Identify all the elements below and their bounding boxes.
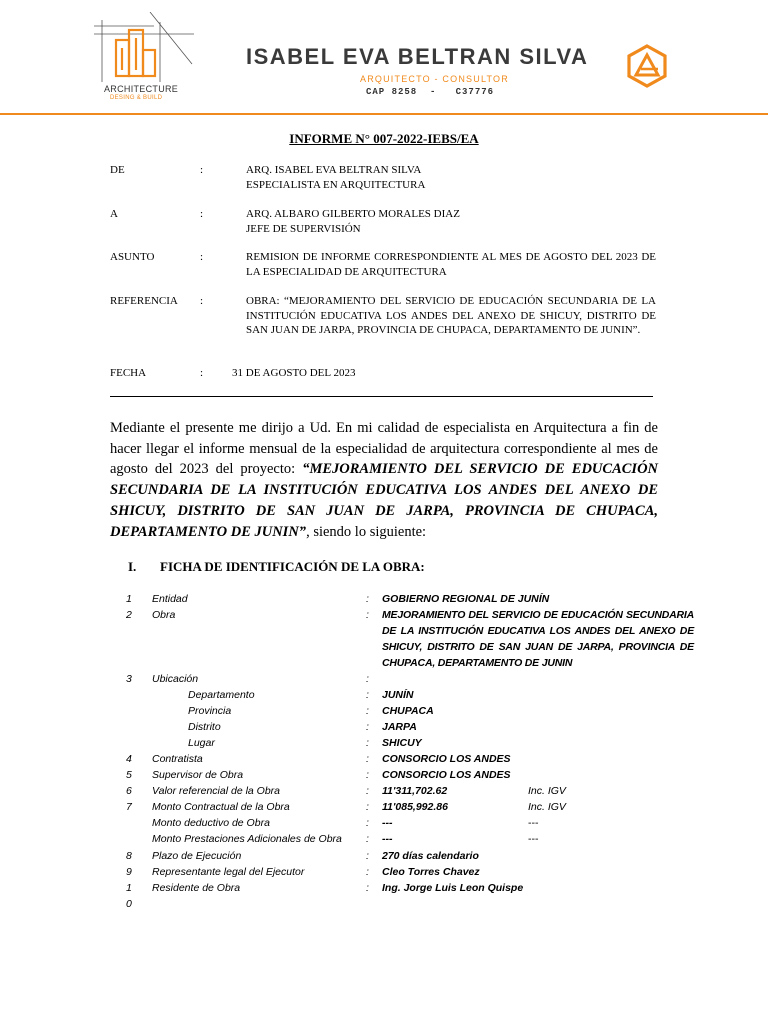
- ficha-row-note: ---: [528, 817, 539, 829]
- memo-fecha-value: 31 DE AGOSTO DEL 2023: [232, 367, 356, 379]
- ficha-row-label: Monto deductivo de Obra: [152, 817, 270, 829]
- memo-de-line2: ESPECIALISTA EN ARQUITECTURA: [246, 178, 426, 191]
- ficha-row-label: Residente de Obra: [152, 882, 241, 894]
- memo-colon: :: [200, 164, 204, 176]
- ficha-row-label: Ubicación: [152, 673, 199, 685]
- brand-role: ARQUITECTO - CONSULTOR: [360, 74, 509, 84]
- logo-subtext: DESING & BUILD: [110, 95, 163, 101]
- memo-referencia-label: REFERENCIA: [110, 295, 178, 307]
- ficha-row-number: 9: [126, 866, 132, 878]
- report-title: INFORME N° 007-2022-IEBS/EA: [289, 131, 479, 146]
- ficha-colon: :: [366, 785, 369, 797]
- ficha-colon: :: [366, 721, 369, 733]
- ficha-row-label: Monto Contractual de la Obra: [152, 801, 290, 813]
- intro-project-name: “MEJORAMIENTO DEL SERVICIO DE EDUCACIÓN SECUNDARIA DE LA INSTITUCIÓN EDUCATIVA LOS ANDES DEL ANEXO DE SHICUY, DISTRITO DE SAN JUAN DE JARPA, PROVINCIA DE CHUPACA, DEPARTAMENTO DE JUNIN”: [110, 461, 659, 540]
- ficha-subrow-label: Departamento: [188, 689, 255, 701]
- ficha-colon: :: [366, 801, 369, 813]
- ficha-row-label: Supervisor de Obra: [152, 769, 244, 781]
- ficha-row-number: 2: [126, 609, 132, 621]
- ficha-row-value: ---: [382, 817, 393, 829]
- brand-name: ISABEL EVA BELTRAN SILVA: [246, 44, 589, 69]
- ficha-row-number: 1: [126, 593, 132, 605]
- ficha-row-label: Monto Prestaciones Adicionales de Obra: [152, 833, 342, 845]
- ficha-row-label: Representante legal del Ejecutor: [152, 866, 305, 878]
- ficha-row-number: 3: [126, 673, 132, 685]
- memo-de-line1: ARQ. ISABEL EVA BELTRAN SILVA: [246, 164, 422, 176]
- ficha-row-value: ---: [382, 833, 393, 845]
- ficha-subrow-label: Provincia: [188, 705, 232, 717]
- ficha-colon: :: [366, 737, 369, 749]
- ficha-colon: :: [366, 705, 369, 717]
- ficha-subrow-value: JUNÍN: [382, 689, 414, 701]
- ficha-row-label: Obra: [152, 609, 176, 621]
- ficha-row-value: Ing. Jorge Luis Leon Quispe: [382, 882, 524, 894]
- memo-colon: :: [200, 295, 204, 307]
- ficha-colon: :: [366, 769, 369, 781]
- memo-a-label: A: [110, 208, 118, 220]
- memo-colon: :: [200, 251, 204, 263]
- intro-text-end: , siendo lo siguiente:: [306, 523, 427, 540]
- ficha-row-number: 8: [126, 850, 132, 862]
- ficha-colon: :: [366, 866, 369, 878]
- memo-a-line1: ARQ. ALBARO GILBERTO MORALES DIAZ: [246, 208, 460, 220]
- ficha-colon: :: [366, 817, 369, 829]
- ficha-row-value: MEJORAMIENTO DEL SERVICIO DE EDUCACIÓN SECUNDARIA DE LA INSTITUCIÓN EDUCATIVA LOS ANDES DEL ANEXO DE SHICUY, DISTRITO DE SAN JUAN DE JARPA, PROVINCIA DE CHUPACA, DEPARTAMENTO DE JUNIN: [382, 609, 694, 669]
- ficha-colon: :: [366, 882, 369, 894]
- ficha-row-number-cont: 0: [126, 898, 132, 910]
- memo-colon: :: [200, 208, 204, 220]
- ficha-colon: :: [366, 609, 369, 621]
- ficha-subrow-value: JARPA: [382, 721, 417, 733]
- ficha-row-value: 270 días calendario: [382, 850, 479, 862]
- ficha-row-note: ---: [528, 833, 539, 845]
- brand-cap-number: CAP 8258 - C37776: [366, 87, 495, 97]
- ficha-row-note: Inc. IGV: [528, 801, 566, 813]
- ficha-row-number: 5: [126, 769, 132, 781]
- ficha-row-value: GOBIERNO REGIONAL DE JUNÍN: [382, 593, 550, 605]
- ficha-subrow-value: SHICUY: [382, 737, 422, 749]
- ficha-row-value: CONSORCIO LOS ANDES: [382, 753, 511, 765]
- ficha-row-value: 11'085,992.86: [382, 801, 448, 813]
- ficha-row-label: Contratista: [152, 753, 203, 765]
- ficha-row-number: 4: [126, 753, 132, 765]
- ficha-subrow-value: CHUPACA: [382, 705, 434, 717]
- memo-colon: :: [200, 367, 204, 379]
- ficha-colon: :: [366, 593, 369, 605]
- memo-referencia-value: OBRA: “MEJORAMIENTO DEL SERVICIO DE EDUCACIÓN SECUNDARIA DE LA INSTITUCIÓN EDUCATIVA LOS ANDES DEL ANEXO DE SHICUY, DISTRITO DE SAN JUAN DE JARPA, PROVINCIA DE CHUPACA, DEPARTAMENTO DE JUNIN”.: [246, 295, 656, 336]
- ficha-colon: :: [366, 753, 369, 765]
- ficha-row-number: 7: [126, 801, 132, 813]
- ficha-row-label: Valor referencial de la Obra: [152, 785, 281, 797]
- ficha-colon: :: [366, 833, 369, 845]
- ficha-row-number: 6: [126, 785, 132, 797]
- memo-asunto-label: ASUNTO: [110, 251, 155, 263]
- ficha-colon: :: [366, 850, 369, 862]
- section-title: FICHA DE IDENTIFICACIÓN DE LA OBRA:: [160, 559, 425, 574]
- ficha-row-value: Cleo Torres Chavez: [382, 866, 480, 878]
- ficha-row-note: Inc. IGV: [528, 785, 566, 797]
- memo-de-label: DE: [110, 164, 125, 176]
- ficha-row-value: 11'311,702.62: [382, 785, 448, 797]
- ficha-row-number: 1: [126, 882, 132, 894]
- ficha-colon: :: [366, 673, 369, 685]
- section-number: I.: [128, 559, 137, 574]
- memo-asunto-value: REMISION DE INFORME CORRESPONDIENTE AL MES DE AGOSTO DEL 2023 DE LA ESPECIALIDAD DE ARQUITECTURA: [246, 251, 656, 278]
- memo-a-line2: JEFE DE SUPERVISIÓN: [246, 222, 361, 235]
- ficha-colon: :: [366, 689, 369, 701]
- memo-fecha-label: FECHA: [110, 367, 147, 379]
- logo-text: ARCHITECTURE: [104, 84, 179, 94]
- intro-text: Mediante el presente me dirijo a Ud. En mi calidad de especialista en Arquitectura a fin de hacer llegar el informe mensual de la especialidad de arquitectura correspondiente al mes de agosto del 2023 del proyecto:: [110, 420, 658, 478]
- ficha-row-label: Plazo de Ejecución: [152, 850, 242, 862]
- ficha-row-label: Entidad: [152, 593, 188, 605]
- ficha-row-value: CONSORCIO LOS ANDES: [382, 769, 511, 781]
- ficha-subrow-label: Lugar: [188, 737, 215, 749]
- ficha-subrow-label: Distrito: [188, 721, 221, 733]
